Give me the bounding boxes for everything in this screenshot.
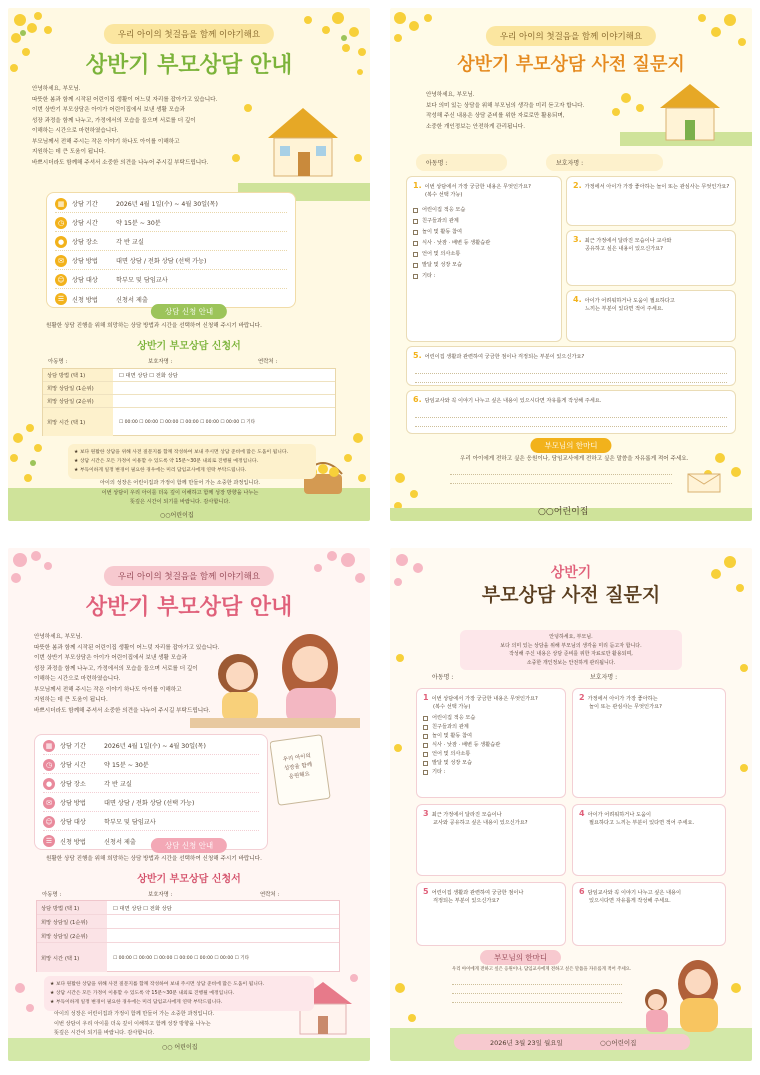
page-title: 상반기 부모상담 사전 질문지: [457, 54, 685, 75]
page-title: 상반기 부모상담 안내: [85, 53, 293, 78]
questionnaire-yellow: [390, 8, 752, 521]
question-3[interactable]: 3 최근 가정에서 달라진 모습이나 교사와 공유하고 싶은 내용이 있으신가요?: [416, 804, 566, 876]
contact-field[interactable]: 연락처 :: [260, 892, 280, 898]
header-ribbon: 우리 아이의 첫걸음을 함께 이야기해요: [104, 24, 274, 44]
option-development[interactable]: 발달 및 성장 모습: [423, 759, 559, 768]
question-6[interactable]: 6 담임교사와 꼭 이야기 나누고 싶은 내용이 있으시다면 자유롭게 작성해 주세요.: [572, 882, 726, 946]
option-adaptation[interactable]: 어린이집 적응 모습: [423, 714, 559, 723]
checkbox[interactable]: [423, 770, 428, 775]
location-icon: ●: [43, 778, 55, 790]
signature: ○○어린이집: [600, 1039, 637, 1047]
checkbox[interactable]: [413, 219, 418, 224]
info-row-target: ☺ 상담 대상 학부모 및 담임교사: [55, 271, 287, 289]
chat-icon: ✉: [43, 797, 55, 809]
signature: ○○ 어린이집: [162, 1044, 198, 1051]
question-3[interactable]: 3. 최근 가정에서 달라진 모습이나 교사와 공유하고 싶은 내용이 있으신가요?: [566, 230, 736, 286]
chat-icon: ✉: [55, 255, 67, 267]
signature: ○○어린이집: [538, 507, 589, 517]
guide-poster-yellow: [8, 8, 370, 521]
notepad-text: 우리 아이의 성장을 함께 응원해요: [282, 753, 313, 781]
parents-word-lines[interactable]: [452, 976, 622, 1003]
question-4[interactable]: 4. 아이가 어려워하거나 도움이 필요하다고 느끼는 부분이 있다면 적어 주세요.: [566, 290, 736, 342]
document-icon: ☰: [43, 835, 55, 847]
notes-box: ★ 보다 원활한 상담을 위해 사전 질문지를 함께 작성하여 보내 주시면 상담 준비에 많은 도움이 됩니다. ★ 상담 시간은 모든 가정이 이용할 수 있도록 약 15분~30분 내외로 진행될 예정입니다. ★ 부득이하게 일정 변경이 필요한 경우에는 미리 담임교사에게 연락 부탁드립니다.: [44, 976, 314, 1011]
section-pill-guide: 상담 신청 안내: [151, 838, 227, 853]
guide-text: 원활한 상담 진행을 위해 희망하는 상담 방법과 시간을 선택하여 신청해 주시기 바랍니다.: [46, 856, 262, 862]
child-name-field[interactable]: 아동명 :: [432, 674, 454, 681]
option-other[interactable]: 기타 :: [413, 271, 555, 282]
guide-text: 원활한 상담 진행을 위해 희망하는 상담 방법과 시간을 선택하여 신청해 주시기 바랍니다.: [46, 323, 262, 329]
row-date-2[interactable]: 희망 상담일 (2순위): [43, 395, 335, 408]
closing-text: 아이의 성장은 어린이집과 가정이 함께 만들어 가는 소중한 과정입니다. 이번 상담이 우리 아이를 더욱 깊이 이해하고 함께 성장 방향을 나누는 뜻깊은 시간이 되기를 바랍니다. 감사합니다.: [54, 1011, 215, 1036]
mother-child-illustration: [626, 954, 736, 1034]
question-2[interactable]: 2 가정에서 아이가 가장 좋아하는 놀이 또는 관심사는 무엇인가요?: [572, 688, 726, 798]
question-1: 1. 이번 상담에서 가장 궁금한 내용은 무엇인가요? (복수 선택 가능) 어린이집 적응 모습 친구들과의 관계 놀이 및 활동 참여 식사 · 낮잠 · 배변 등 생활습관 언어 및 의사소통 발달 및 성장 모습 기타 :: [406, 176, 562, 342]
yellow-house-illustration: [652, 78, 728, 144]
info-row-period: ▦ 상담 기간 2026년 4월 1일(수) ~ 4월 30일(목): [55, 195, 287, 213]
intro-text: 안녕하세요, 부모님. 보다 의미 있는 상담을 위해 부모님의 생각을 미리 듣고자 합니다. 작성해 주신 내용은 상담 준비를 위한 자료로만 활용되며, 소중한 개인정보는 안전하게 관리됩니다.: [426, 92, 585, 130]
child-name-field[interactable]: 아동명 :: [416, 154, 507, 171]
parents-word-pill: 부모님의 한마디: [480, 950, 561, 965]
checkbox[interactable]: [413, 252, 418, 257]
checkbox[interactable]: [413, 274, 418, 279]
clock-icon: ◷: [43, 759, 55, 771]
child-name-field[interactable]: 아동명 :: [42, 892, 62, 898]
footer-date: 2026년 3월 23일 월요일: [490, 1039, 563, 1047]
contact-field[interactable]: 연락처 :: [258, 359, 278, 365]
section-pill-guide: 상담 신청 안내: [151, 304, 227, 319]
row-date-1[interactable]: 희망 상담일 (1순위): [43, 382, 335, 395]
question-5[interactable]: 5 어린이집 생활과 관련하여 궁금한 점이나 걱정되는 부분이 있으신가요?: [416, 882, 566, 946]
row-method[interactable]: 상담 방법 (택 1) ☐ 대면 상담 ☐ 전화 상담: [37, 901, 339, 915]
row-date-2[interactable]: 희망 상담일 (2순위): [37, 929, 339, 943]
page-title-line2: 부모상담 사전 질문지: [481, 584, 661, 606]
option-adaptation[interactable]: 어린이집 적응 모습: [413, 205, 555, 216]
guardian-name-field[interactable]: 보호자명 :: [590, 674, 618, 681]
notes-box: ★ 보다 원활한 상담을 위해 사전 질문지를 함께 작성하여 보내 주시면 상담 준비에 많은 도움이 됩니다. ★ 상담 시간은 모든 가정이 이용할 수 있도록 약 15분~30분 내외로 진행될 예정입니다. ★ 부득이하게 일정 변경이 필요한 경우에는 미리 담임교사에게 연락 부탁드립니다.: [68, 444, 316, 479]
row-date-1[interactable]: 희망 상담일 (1순위): [37, 915, 339, 929]
option-habits[interactable]: 식사 · 낮잠 · 배변 등 생활습관: [413, 238, 555, 249]
people-icon: ☺: [55, 274, 67, 286]
info-row-target: ☺ 상담 대상 학부모 및 담임교사: [43, 813, 259, 831]
info-table: [46, 192, 296, 308]
question-4[interactable]: 4 아이가 어려워하거나 도움이 필요하다고 느끼는 부분이 있다면 적어 주세요.: [572, 804, 726, 876]
info-row-place: ● 상담 장소 각 반 교실: [55, 233, 287, 251]
people-icon: ☺: [43, 816, 55, 828]
guide-poster-pink: [8, 548, 370, 1061]
checkbox[interactable]: [413, 263, 418, 268]
calendar-icon: ▦: [55, 198, 67, 210]
option-friends[interactable]: 친구들과의 관계: [413, 216, 555, 227]
guardian-name-field[interactable]: 보호자명 :: [148, 359, 173, 365]
info-row-place: ● 상담 장소 각 반 교실: [43, 775, 259, 793]
info-row-time: ◷ 상담 시간 약 15분 ~ 30분: [43, 756, 259, 774]
row-time[interactable]: 희망 시간 (택 1) ☐ 00:00 ☐ 00:00 ☐ 00:00 ☐ 00:00 ☐ 00:00 ☐ 00:00 ☐ 기타: [43, 408, 335, 436]
envelope-icon: [686, 468, 722, 494]
parents-word-text: 우리 아이에게 전하고 싶은 응원이나, 담임교사에게 전하고 싶은 말씀을 자유롭게 적어 주세요.: [452, 967, 632, 972]
question-1: 1 이번 상담에서 가장 궁금한 내용은 무엇인가요? (복수 선택 가능) 어린이집 적응 모습 친구들과의 관계 놀이 및 활동 참여 식사 · 낮잠 · 배변 등 생활습관 언어 및 의사소통 발달 및 성장 모습 기타 :: [416, 688, 566, 798]
clock-icon: ◷: [55, 217, 67, 229]
option-language[interactable]: 언어 및 의사소통: [423, 750, 559, 759]
checkbox[interactable]: [423, 734, 428, 739]
info-row-method: ✉ 상담 방법 대면 상담 / 전화 상담 (선택 가능): [55, 252, 287, 270]
info-row-apply: ☰ 신청 방법 신청서 제출: [43, 832, 259, 850]
application-table: [42, 368, 336, 436]
option-language[interactable]: 언어 및 의사소통: [413, 249, 555, 260]
checkbox[interactable]: [423, 725, 428, 730]
option-play[interactable]: 놀이 및 활동 참여: [423, 732, 559, 741]
child-name-field[interactable]: 아동명 :: [48, 359, 68, 365]
option-friends[interactable]: 친구들과의 관계: [423, 723, 559, 732]
guardian-name-field[interactable]: 보호자명 :: [546, 154, 663, 171]
info-table: [34, 734, 268, 850]
yellow-house-illustration: [258, 100, 348, 180]
calendar-icon: ▦: [43, 740, 55, 752]
checkbox[interactable]: [423, 761, 428, 766]
question-5[interactable]: 5. 어린이집 생활과 관련하여 궁금한 점이나 걱정되는 부분이 있으신가요?: [406, 346, 736, 386]
form-title: 상반기 부모상담 신청서: [137, 874, 241, 885]
header-ribbon: 우리 아이의 첫걸음을 함께 이야기해요: [104, 566, 274, 586]
option-play[interactable]: 놀이 및 활동 참여: [413, 227, 555, 238]
form-title: 상반기 부모상담 신청서: [137, 341, 241, 352]
intro-text: 안녕하세요, 부모님. 따뜻한 봄과 함께 시작된 어린이집 생활이 어느덧 자리를 잡아가고 있습니다. 이번 상반기 부모상담은 아이가 어린이집에서 보낸 생활 모습과 성장 과정을 함께 나누고, 가정에서의 모습을 들으며 서로를 더 깊이 이해하는 시간으로 마련하였습니다. 부모님께서 전해 주시는 작은 이야기 하나도 아이를 이해하고 지원하는 데 큰 도움이 됩니다. 바쁘시더라도 함께해 주셔서 소중한 의견을 나누어 주시길 부탁드립니다.: [32, 86, 218, 166]
page-title-line1: 상반기: [550, 565, 592, 581]
parents-word-pill: 부모님의 한마디: [530, 438, 611, 453]
checkbox[interactable]: [423, 752, 428, 757]
intro-text: 안녕하세요, 부모님. 따뜻한 봄과 함께 시작된 어린이집 생활이 어느덧 자리를 잡아가고 있습니다. 이번 상반기 부모상담은 아이가 어린이집에서 보낸 생활 모습과 성장 과정을 함께 나누고, 가정에서의 모습을 들으며 서로를 더 깊이 이해하는 시간으로 마련하였습니다. 부모님께서 전해 주시는 작은 이야기 하나도 아이를 이해하고 지원하는 데 큰 도움이 됩니다. 바쁘시더라도 함께해 주셔서 소중한 의견을 나누어 주시길 부탁드립니다.: [34, 634, 220, 714]
row-time[interactable]: 희망 시간 (택 1) ☐ 00:00 ☐ 00:00 ☐ 00:00 ☐ 00:00 ☐ 00:00 ☐ 00:00 ☐ 기타: [37, 943, 339, 972]
location-icon: ●: [55, 236, 67, 248]
intro-text: 안녕하세요, 부모님. 보다 의미 있는 상담을 위해 부모님의 생각을 미리 듣고자 합니다. 작성해 주신 내용은 상담 준비를 위한 자료로만 활용되며, 소중한 개인정보는 안전하게 관리됩니다.: [460, 630, 682, 670]
checkbox[interactable]: [413, 241, 418, 246]
parents-word-lines[interactable]: [450, 466, 672, 484]
checkbox[interactable]: [413, 230, 418, 235]
header-ribbon: 우리 아이의 첫걸음을 함께 이야기해요: [486, 26, 656, 46]
row-method[interactable]: 상담 방법 (택 1) ☐ 대면 상담 ☐ 전화 상담: [43, 369, 335, 382]
questionnaire-pastel: [390, 548, 752, 1061]
closing-text: 아이의 성장은 어린이집과 가정이 함께 만들어 가는 소중한 과정입니다. 이번 상담이 우리 아이를 더욱 깊이 이해하고 함께 성장 방향을 나누는 뜻깊은 시간이 되기를 바랍니다. 감사합니다.: [99, 480, 261, 505]
option-other[interactable]: 기타 :: [423, 768, 559, 777]
signature: ○○어린이집: [160, 512, 194, 519]
parents-word-text: 우리 아이에게 전하고 싶은 응원이나, 담임교사에게 전하고 싶은 말씀을 자유롭게 적어 주세요.: [460, 456, 689, 462]
page-title: 상반기 부모상담 안내: [85, 595, 293, 620]
info-row-time: ◷ 상담 시간 약 15분 ~ 30분: [55, 214, 287, 232]
checkbox[interactable]: [423, 716, 428, 721]
info-row-method: ✉ 상담 방법 대면 상담 / 전화 상담 (선택 가능): [43, 794, 259, 812]
question-2[interactable]: 2. 가정에서 아이가 가장 좋아하는 놀이 또는 관심사는 무엇인가요?: [566, 176, 736, 226]
option-habits[interactable]: 식사 · 낮잠 · 배변 등 생활습관: [423, 741, 559, 750]
application-table: [36, 900, 340, 972]
document-icon: ☰: [55, 293, 67, 305]
info-row-apply: ☰ 신청 방법 신청서 제출: [55, 290, 287, 308]
checkbox[interactable]: [413, 208, 418, 213]
question-6[interactable]: 6. 담임교사와 꼭 이야기 나누고 싶은 내용이 있으시다면 자유롭게 작성해 주세요.: [406, 390, 736, 434]
info-row-period: ▦ 상담 기간 2026년 4월 1일(수) ~ 4월 30일(목): [43, 737, 259, 755]
option-development[interactable]: 발달 및 성장 모습: [413, 260, 555, 271]
guardian-name-field[interactable]: 보호자명 :: [148, 892, 173, 898]
checkbox[interactable]: [423, 743, 428, 748]
